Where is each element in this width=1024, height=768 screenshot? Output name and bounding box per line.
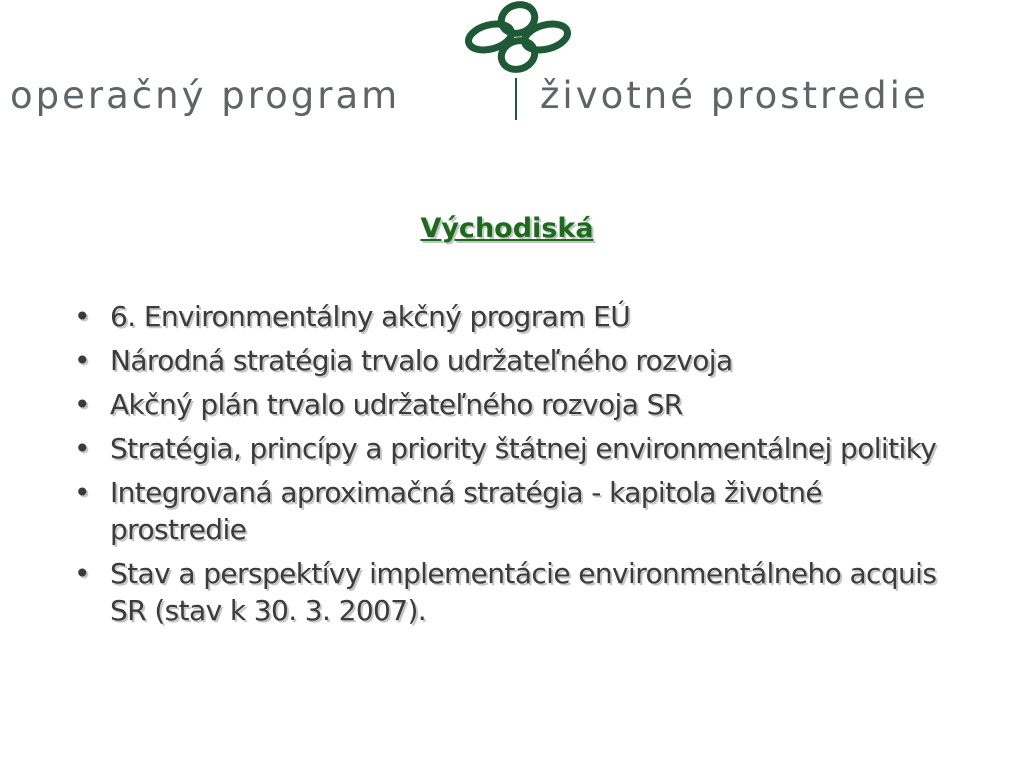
- brand-text-right: životné prostredie: [540, 74, 929, 117]
- bullet-list: [72, 298, 952, 636]
- bullet-dot: •: [74, 300, 90, 333]
- slide-title: Východiská: [420, 213, 594, 244]
- bullet-dot: •: [74, 432, 90, 465]
- list-item: [72, 342, 952, 379]
- list-item-text: Integrovaná aproximačná stratégia - kapitola životné prostredie: [110, 476, 822, 546]
- bullet-dot: •: [74, 388, 90, 421]
- clover-logo-icon: [462, 0, 574, 74]
- bullet-dot: •: [74, 476, 90, 509]
- list-item: [72, 386, 952, 423]
- list-item-text: 6. Environmentálny akčný program EÚ: [110, 300, 631, 333]
- bullet-dot: •: [74, 344, 90, 377]
- list-item-text: Akčný plán trvalo udržateľného rozvoja SR: [110, 388, 683, 421]
- list-item-text: Národná stratégia trvalo udržateľného rozvoja: [110, 344, 733, 377]
- list-item: [72, 430, 952, 467]
- list-item: [72, 298, 952, 335]
- brand-line: [0, 72, 1024, 122]
- list-item-text: Stav a perspektívy implementácie environmentálneho acquis SR (stav k 30. 3. 2007).: [110, 557, 937, 627]
- list-item: [72, 474, 952, 548]
- bullet-dot: •: [74, 557, 90, 590]
- brand-text-left: operačný program: [10, 74, 401, 117]
- list-item: [72, 555, 952, 629]
- brand-separator: [515, 78, 517, 120]
- list-item-text: Stratégia, princípy a priority štátnej environmentálnej politiky: [110, 432, 937, 465]
